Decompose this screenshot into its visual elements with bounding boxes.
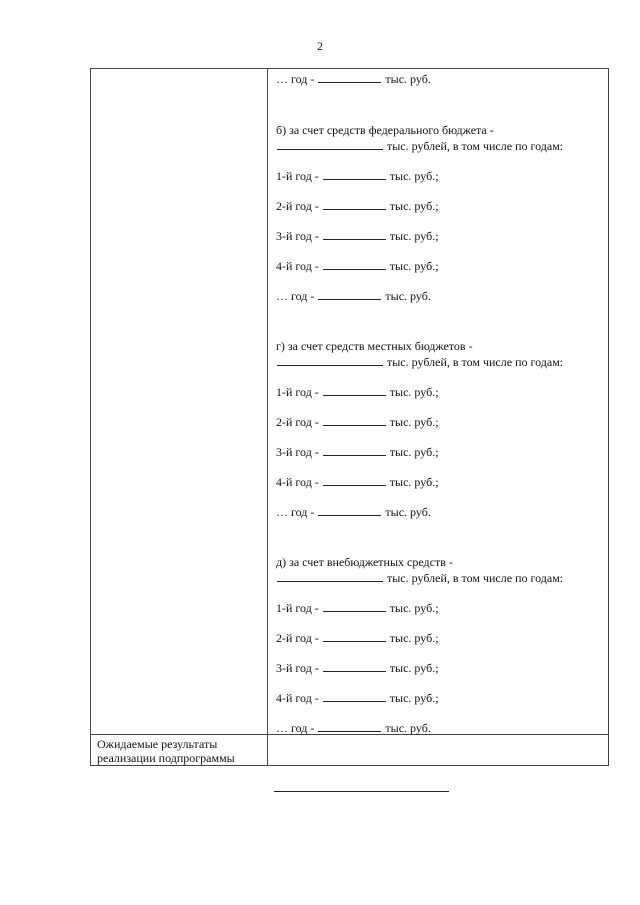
funding-line: 2-й год - тыс. руб.; <box>276 199 439 213</box>
funding-line: тыс. рублей, в том числе по годам: <box>276 355 563 369</box>
blank-field <box>318 289 381 300</box>
table-row <box>91 735 609 766</box>
funding-line: 4-й год - тыс. руб.; <box>276 259 439 273</box>
footer-separator-line <box>274 791 449 792</box>
blank-field <box>323 385 386 396</box>
funding-line: … год - тыс. руб. <box>276 721 431 735</box>
funding-line: 3-й год - тыс. руб.; <box>276 445 439 459</box>
blank-field <box>277 571 383 582</box>
blank-field <box>323 661 386 672</box>
blank-field <box>318 72 381 83</box>
funding-line: 3-й год - тыс. руб.; <box>276 661 439 675</box>
funding-line: 4-й год - тыс. руб.; <box>276 475 439 489</box>
blank-field <box>323 199 386 210</box>
results-value-cell <box>268 735 609 766</box>
funding-line: 2-й год - тыс. руб.; <box>276 631 439 645</box>
funding-line: 2-й год - тыс. руб.; <box>276 415 439 429</box>
section-heading-federal: б) за счет средств федерального бюджета - <box>276 123 494 137</box>
blank-field <box>323 691 386 702</box>
blank-field <box>318 505 381 516</box>
subprogram-passport-table <box>90 68 609 766</box>
blank-field <box>323 631 386 642</box>
blank-field <box>323 169 386 180</box>
funding-line: 1-й год - тыс. руб.; <box>276 169 439 183</box>
blank-field <box>323 415 386 426</box>
results-label: Ожидаемые результаты реализации подпрограммы <box>97 737 235 765</box>
funding-line: 1-й год - тыс. руб.; <box>276 601 439 615</box>
funding-line: … год - тыс. руб. <box>276 505 431 519</box>
funding-line: тыс. рублей, в том числе по годам: <box>276 139 563 153</box>
label-cell <box>91 69 268 735</box>
blank-field <box>277 139 383 150</box>
table-row <box>91 69 609 735</box>
funding-line: тыс. рублей, в том числе по годам: <box>276 571 563 585</box>
blank-field <box>323 229 386 240</box>
blank-field <box>323 601 386 612</box>
blank-field <box>323 445 386 456</box>
funding-line: 3-й год - тыс. руб.; <box>276 229 439 243</box>
funding-line: 1-й год - тыс. руб.; <box>276 385 439 399</box>
results-label-cell <box>91 735 268 766</box>
funding-cell <box>268 69 609 735</box>
funding-line: … год - тыс. руб. <box>276 72 431 86</box>
blank-field <box>323 259 386 270</box>
funding-line: 4-й год - тыс. руб.; <box>276 691 439 705</box>
page-number: 2 <box>317 39 323 53</box>
blank-field <box>277 355 383 366</box>
section-heading-extrabudgetary: д) за счет внебюджетных средств - <box>276 555 453 569</box>
section-heading-local: г) за счет средств местных бюджетов - <box>276 339 473 353</box>
blank-field <box>323 475 386 486</box>
funding-line: … год - тыс. руб. <box>276 289 431 303</box>
blank-field <box>318 721 381 732</box>
